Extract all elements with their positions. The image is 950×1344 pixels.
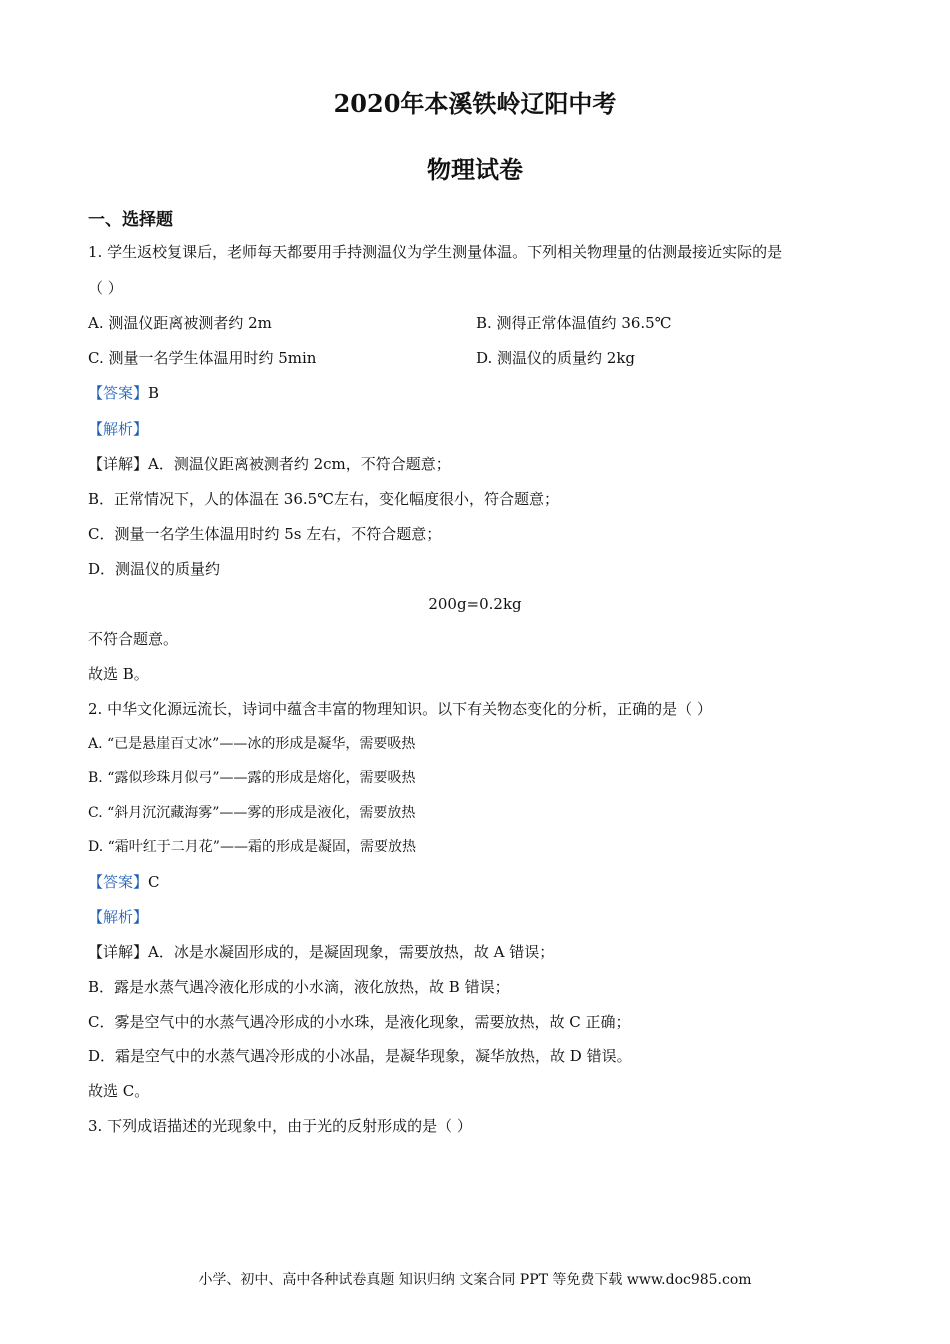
exam-title: 2020年本溪铁岭辽阳中考 xyxy=(333,89,617,118)
q1-detail-a xyxy=(88,454,451,474)
detail-tag: 【详解】 xyxy=(88,943,149,961)
q1-stem: 1. 学生返校复课后，老师每天都要用手持测温仪为学生测量体温。下列相关物理量的估测最接近实际的是 xyxy=(88,243,783,261)
q2-answer xyxy=(88,872,160,892)
answer-tag: 【答案】 xyxy=(88,873,149,891)
page-footer: 小学、初中、高中各种试卷真题 知识归纳 文案合同 PPT 等免费下载 www.doc985.com xyxy=(198,1272,752,1288)
answer-value: B xyxy=(148,384,160,402)
analysis-tag: 【解析】 xyxy=(88,908,149,926)
section-heading: 一、选择题 xyxy=(88,210,173,230)
q3-stem: 3. 下列成语描述的光现象中，由于光的反射形成的是（ ） xyxy=(88,1117,472,1135)
q2-stem: 2. 中华文化源远流长，诗词中蕴含丰富的物理知识。以下有关物态变化的分析，正确的是（ ） xyxy=(88,700,712,718)
q1-paren: （ ） xyxy=(88,279,123,297)
answer-tag: 【答案】 xyxy=(88,384,149,402)
q2-detail-d: D．霜是空气中的水蒸气遇冷形成的小冰晶，是凝华现象，凝华放热，故 D 错误。 xyxy=(88,1047,632,1065)
q2-option-d: D. “霜叶红于二月花”——霜的形成是凝固，需要放热 xyxy=(88,839,416,855)
q1-option-a: A. 测温仪距离被测者约 2m xyxy=(88,314,272,332)
detail-text: A．测温仪距离被测者约 2cm，不符合题意； xyxy=(148,455,451,473)
q1-answer xyxy=(88,383,159,403)
q2-option-c: C. “斜月沉沉藏海雾”——雾的形成是液化，需要放热 xyxy=(88,805,416,821)
q1-not-match: 不符合题意。 xyxy=(88,630,179,648)
q2-detail-a xyxy=(88,942,554,962)
q1-detail-c: C．测量一名学生体温用时约 5s 左右，不符合题意； xyxy=(88,525,442,543)
detail-tag: 【详解】 xyxy=(88,455,149,473)
q2-detail-b: B．露是水蒸气遇冷液化形成的小水滴，液化放热，故 B 错误； xyxy=(88,978,510,996)
answer-value: C xyxy=(148,873,160,891)
q1-option-c: C. 测量一名学生体温用时约 5min xyxy=(88,349,317,367)
detail-text: A．冰是水凝固形成的，是凝固现象，需要放热，故 A 错误； xyxy=(148,943,555,961)
q1-formula: 200g=0.2kg xyxy=(428,595,522,613)
q2-detail-c: C．雾是空气中的水蒸气遇冷形成的小水珠，是液化现象，需要放热，故 C 正确； xyxy=(88,1013,631,1031)
q1-detail-b: B．正常情况下，人的体温在 36.5℃左右，变化幅度很小，符合题意； xyxy=(88,490,559,508)
q1-option-b: B. 测得正常体温值约 36.5℃ xyxy=(476,314,672,332)
q1-analysis xyxy=(88,419,148,439)
q1-option-d: D. 测温仪的质量约 2kg xyxy=(476,349,636,367)
analysis-tag: 【解析】 xyxy=(88,420,149,438)
q2-option-a: A. “已是悬崖百丈冰”——冰的形成是凝华，需要吸热 xyxy=(88,736,416,752)
q1-detail-d: D．测温仪的质量约 xyxy=(88,560,221,578)
q2-option-b: B. “露似珍珠月似弓”——露的形成是熔化，需要吸热 xyxy=(88,770,416,786)
q2-choose: 故选 C。 xyxy=(88,1082,150,1100)
q2-analysis xyxy=(88,907,148,927)
exam-subject: 物理试卷 xyxy=(427,155,523,184)
q1-choose: 故选 B。 xyxy=(88,665,149,683)
